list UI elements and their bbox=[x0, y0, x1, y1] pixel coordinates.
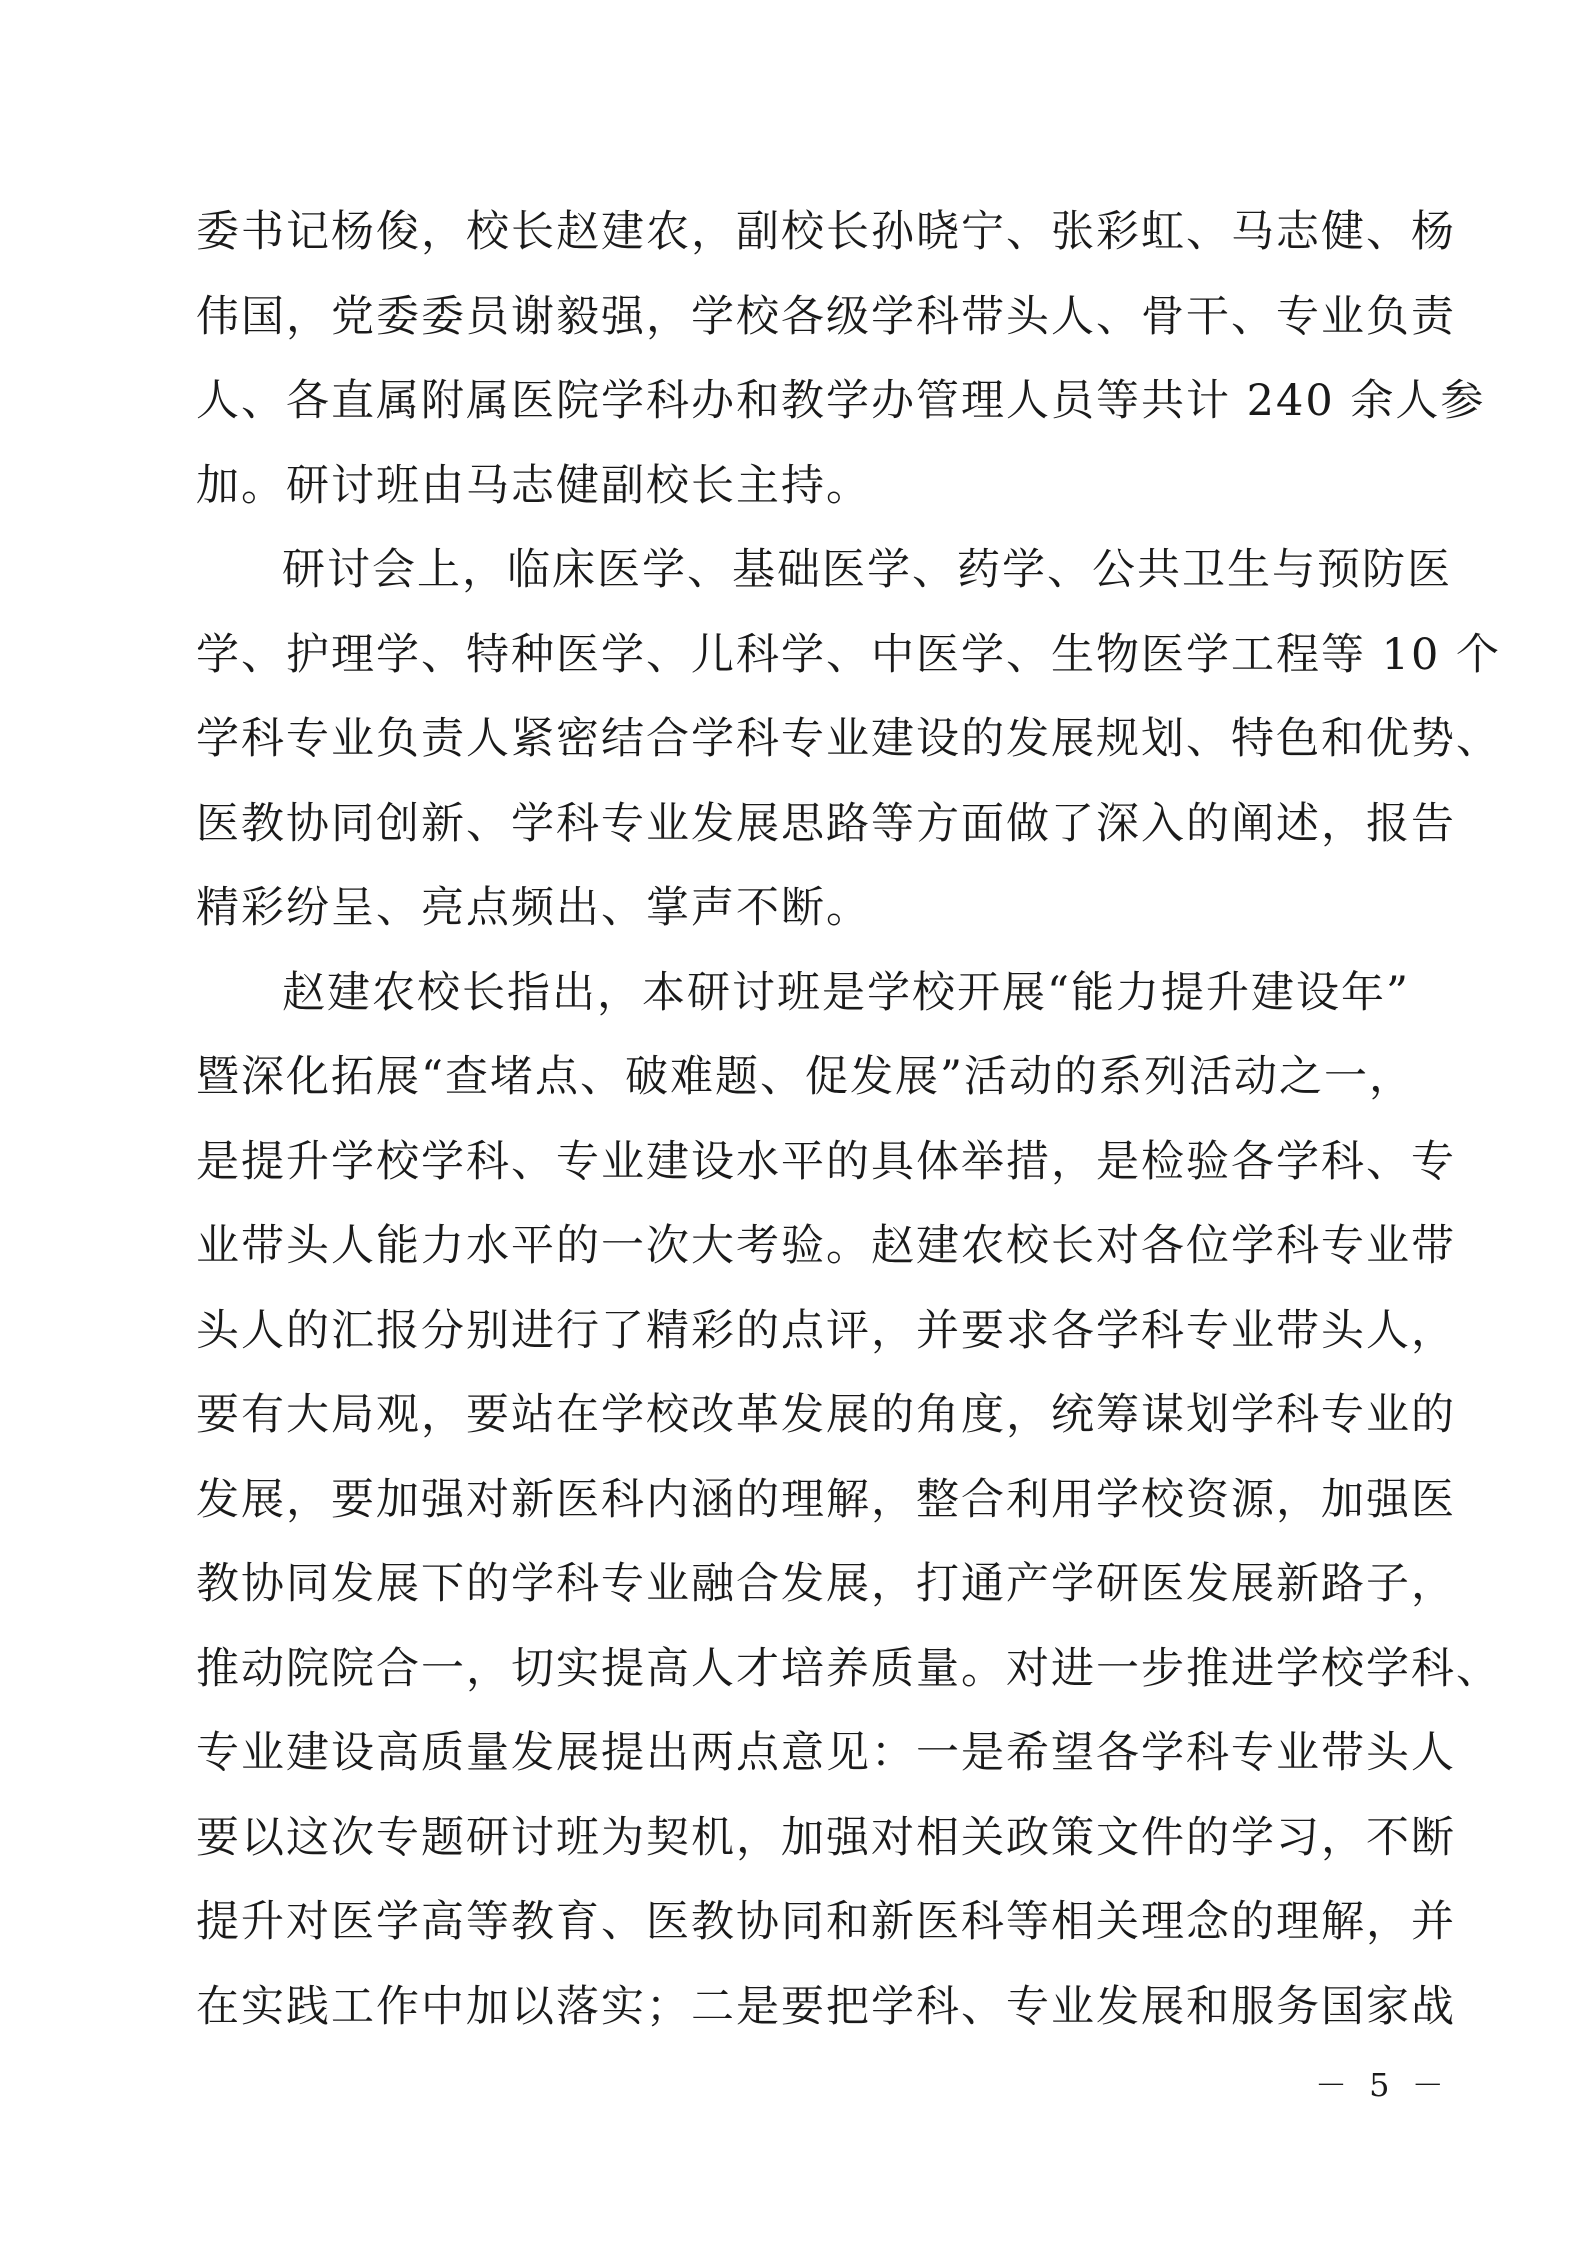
text-line: 学、护理学、特种医学、儿科学、中医学、生物医学工程等 10 个 bbox=[196, 629, 1502, 680]
text-line: 教协同发展下的学科专业融合发展，打通产学研医发展新路子， bbox=[196, 1559, 1456, 1609]
text-line: 提升对医学高等教育、医教协同和新医科等相关理念的理解，并 bbox=[196, 1897, 1456, 1947]
text-line: 学科专业负责人紧密结合学科专业建设的发展规划、特色和优势、 bbox=[196, 714, 1501, 764]
text-line: 要以这次专题研讨班为契机，加强对相关政策文件的学习，不断 bbox=[196, 1812, 1456, 1863]
text-line: 精彩纷呈、亮点频出、掌声不断。 bbox=[196, 883, 871, 933]
text-line: 要有大局观，要站在学校改革发展的角度，统筹谋划学科专业的 bbox=[196, 1390, 1456, 1440]
text-line: 头人的汇报分别进行了精彩的点评，并要求各学科专业带头人， bbox=[196, 1305, 1456, 1356]
paragraph-first-line: 研讨会上，临床医学、基础医学、药学、公共卫生与预防医 bbox=[282, 545, 1452, 595]
text-line: 专业建设高质量发展提出两点意见：一是希望各学科专业带头人 bbox=[196, 1728, 1456, 1778]
text-line: 发展，要加强对新医科内涵的理解，整合利用学校资源，加强医 bbox=[196, 1474, 1456, 1525]
text-line: 在实践工作中加以落实；二是要把学科、专业发展和服务国家战 bbox=[196, 1981, 1456, 2032]
document-body bbox=[196, 190, 1502, 2049]
page-number: － 5 － bbox=[1315, 2066, 1450, 2104]
text-line: 加。研讨班由马志健副校长主持。 bbox=[196, 460, 871, 511]
paragraph-first-line: 赵建农校长指出，本研讨班是学校开展“能力提升建设年” bbox=[282, 967, 1410, 1018]
text-line: 业带头人能力水平的一次大考验。赵建农校长对各位学科专业带 bbox=[196, 1221, 1456, 1271]
text-line: 人、各直属附属医院学科办和教学办管理人员等共计 240 余人参 bbox=[196, 376, 1486, 426]
text-line: 推动院院合一，切实提高人才培养质量。对进一步推进学校学科、 bbox=[196, 1643, 1501, 1694]
text-line: 伟国，党委委员谢毅强，学校各级学科带头人、骨干、专业负责 bbox=[196, 291, 1456, 342]
text-line: 是提升学校学科、专业建设水平的具体举措，是检验各学科、专 bbox=[196, 1136, 1456, 1187]
text-line: 暨深化拓展“查堵点、破难题、促发展”活动的系列活动之一， bbox=[196, 1052, 1414, 1102]
text-line: 医教协同创新、学科专业发展思路等方面做了深入的阐述，报告 bbox=[196, 798, 1456, 849]
text-line: 委书记杨俊，校长赵建农，副校长孙晓宁、张彩虹、马志健、杨 bbox=[196, 207, 1456, 257]
